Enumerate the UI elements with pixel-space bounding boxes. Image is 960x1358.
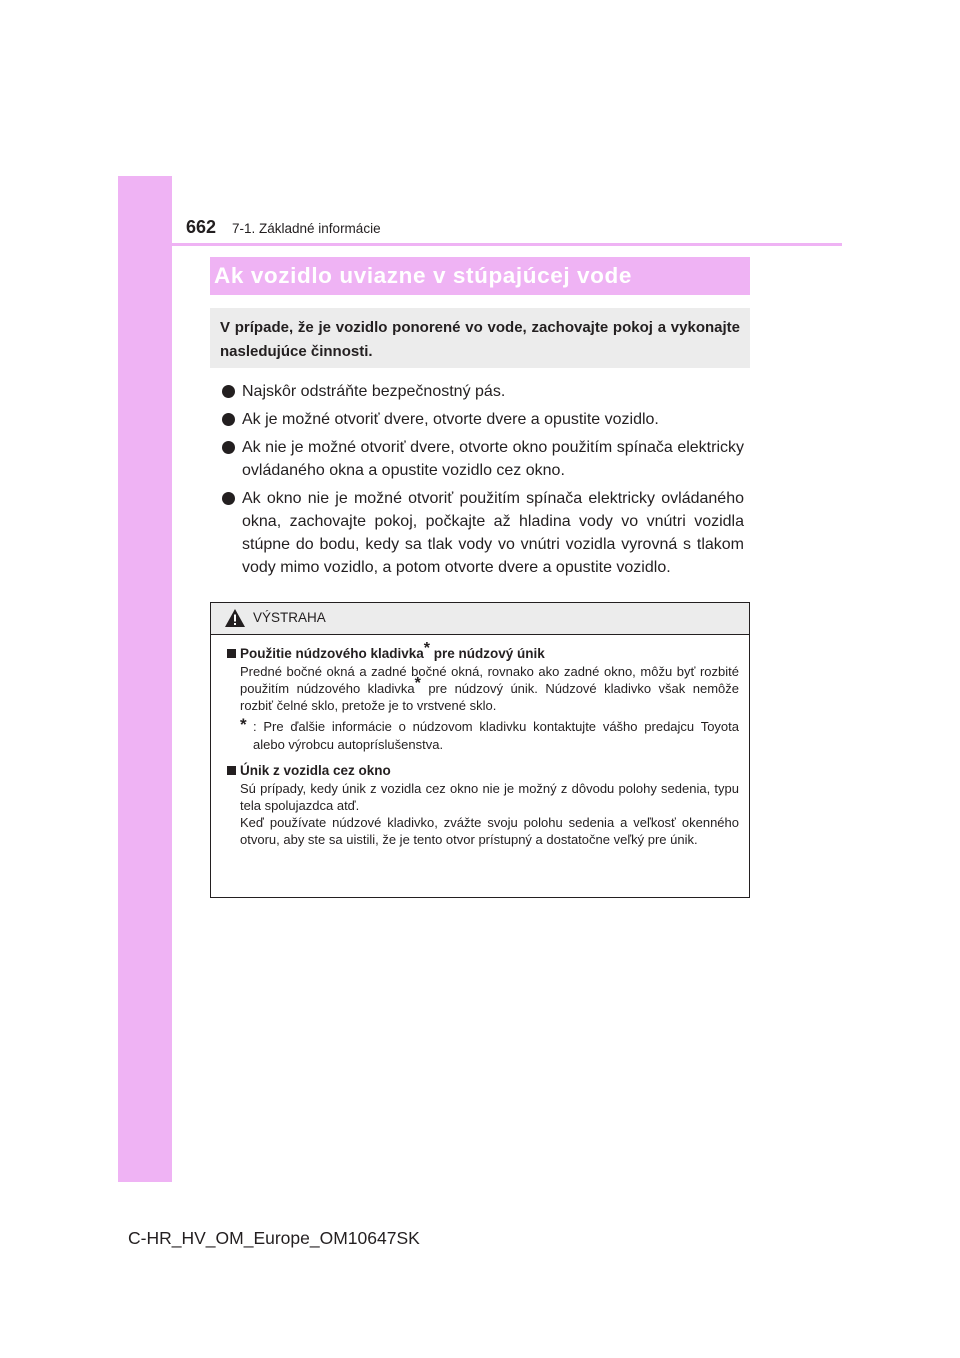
asterisk-mark: * xyxy=(423,640,431,657)
warning-heading xyxy=(227,640,739,663)
bullet-list xyxy=(222,380,744,584)
sidebar-band xyxy=(118,176,172,1182)
bullet-dot-icon xyxy=(222,441,235,454)
warning-heading-text: Únik z vozidla cez okno xyxy=(240,763,391,778)
footnote-text: : Pre ďalšie informácie o núdzovom kladivku kontaktujte vášho predajcu Toyota alebo výrobcu autopríslušenstva. xyxy=(253,719,739,752)
warning-text: Keď používate núdzové kladivko, zvážte svoju polohu sedenia a veľkosť okenného otvoru, aby ste sa uistili, že je tento otvor prístupný a dostatočne veľký pre únik. xyxy=(240,815,739,847)
warning-header xyxy=(211,603,749,635)
warning-text: Sú prípady, kedy únik z vozidla cez okno nie je možný z dôvodu polohy sedenia, typu tela spolujazdca atď. xyxy=(240,781,739,813)
square-bullet-icon xyxy=(227,766,236,775)
section-label: 7-1. Základné informácie xyxy=(232,221,381,236)
list-item-text: Ak nie je možné otvoriť dvere, otvorte okno použitím spínača elektricky ovládaného okna a opustite vozidlo cez okno. xyxy=(242,439,744,479)
warning-box xyxy=(210,602,750,898)
list-item-text: Najskôr odstráňte bezpečnostný pás. xyxy=(242,383,506,400)
list-item xyxy=(222,436,744,482)
bullet-dot-icon xyxy=(222,413,235,426)
page-title: Ak vozidlo uviazne v stúpajúcej vode xyxy=(214,263,632,288)
warning-body xyxy=(211,635,749,848)
warning-heading-text: Použitie núdzového kladivka xyxy=(240,646,424,661)
page-number: 662 xyxy=(186,217,217,237)
square-bullet-icon xyxy=(227,649,236,658)
list-item xyxy=(222,487,744,579)
warning-text-part: pre núdzový únik. Núdzové kladivko však nemôže rozbiť čelné sklo, pretože je to vrstvené sklo. xyxy=(240,681,739,713)
footnote xyxy=(227,715,739,754)
list-item xyxy=(222,408,744,431)
asterisk-mark: * xyxy=(414,675,421,692)
warning-heading xyxy=(227,762,739,780)
title-banner xyxy=(210,257,750,295)
header-rule xyxy=(172,243,842,246)
list-item xyxy=(222,380,744,403)
warning-triangle-icon xyxy=(224,608,246,628)
bullet-dot-icon xyxy=(222,492,235,505)
warning-label: VÝSTRAHA xyxy=(253,610,326,625)
footer-code: C-HR_HV_OM_Europe_OM10647SK xyxy=(128,1228,420,1248)
intro-text: V prípade, že je vozidlo ponorené vo vode, zachovajte pokoj a vykonajte nasledujúce činnosti. xyxy=(220,319,740,360)
warning-text-part: Predné bočné okná a zadné bočné okná, rovnako ako zadné okno, môžu byť rozbité použitím núdzového kladivka xyxy=(240,664,739,696)
intro-box xyxy=(210,308,750,368)
warning-text xyxy=(227,663,739,714)
asterisk-mark: * xyxy=(240,715,247,734)
warning-heading-text: pre núdzový únik xyxy=(430,646,545,661)
bullet-dot-icon xyxy=(222,385,235,398)
list-item-text: Ak okno nie je možné otvoriť použitím spínača elektricky ovládaného okna, zachovajte pokoj, počkajte až hladina vody vo vnútri vozidla stúpne do bodu, kedy sa tlak vody vo vnútri vozidla vyrovná s tlakom vody mimo vozidlo, a potom otvorte dvere a opustite vozidlo. xyxy=(242,490,744,576)
list-item-text: Ak je možné otvoriť dvere, otvorte dvere a opustite vozidlo. xyxy=(242,411,659,428)
